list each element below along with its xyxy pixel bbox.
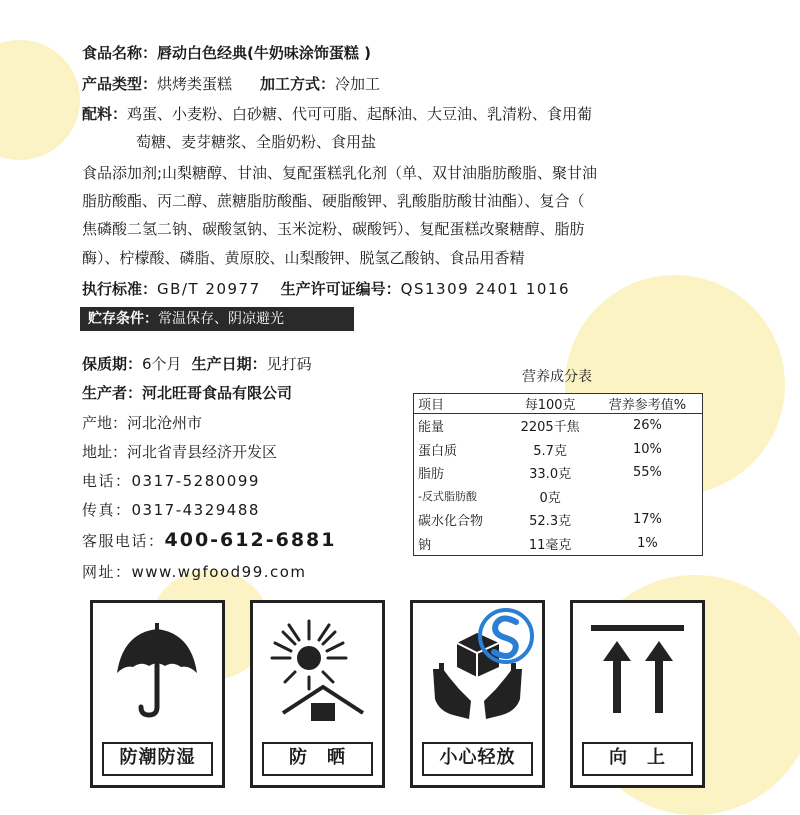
process-label: 加工方式： (260, 75, 336, 93)
nutrient-name: 蛋白质 (418, 443, 458, 459)
nutrient-nrv (593, 484, 703, 507)
standard-value: GB/T 20977 (157, 280, 261, 298)
nutrient-amount: 0克 (539, 490, 561, 506)
nutrient-nrv: 17% (633, 512, 662, 528)
column-header: 项目 (414, 394, 508, 414)
nutrient-amount: 52.3克 (529, 514, 572, 530)
umbrella-icon (93, 603, 222, 743)
sun-icon (253, 603, 382, 743)
license-label: 生产许可证编号： (280, 280, 401, 298)
process-value: 冷加工 (335, 75, 381, 93)
nutrient-nrv: 55% (633, 465, 662, 481)
nutrient-amount: 5.7克 (533, 443, 567, 459)
storage-condition-bar (80, 307, 354, 331)
symbol-this-way-up (570, 600, 705, 788)
nutrient-amount: 2205千焦 (520, 420, 580, 436)
product-type-label: 产品类型： (82, 75, 158, 93)
ingredients-text: 鸡蛋、小麦粉、白砂糖、代可可脂、起酥油、大豆油、乳清粉、食用葡 (127, 105, 593, 123)
watermark-logo (472, 600, 540, 680)
website-line (82, 561, 307, 583)
symbol-caption: 向 上 (582, 742, 693, 776)
table-row (414, 414, 703, 438)
nutrient-name: 能量 (418, 420, 445, 436)
nutrient-nrv: 26% (633, 418, 662, 434)
shelf-life-label: 保质期： (82, 355, 143, 373)
table-header-row (414, 394, 703, 414)
origin-value: 河北沧州市 (127, 414, 203, 432)
food-name-label: 食品名称： (82, 44, 158, 62)
nutrition-table-title: 营养成分表 (522, 369, 592, 385)
column-header: 每100克 (507, 394, 593, 414)
nutrition-table (413, 393, 703, 556)
ingredients-line (82, 103, 592, 125)
hotline-label: 客服电话： (82, 532, 165, 550)
standard-line (82, 278, 570, 300)
standard-label: 执行标准： (82, 280, 158, 298)
table-row (414, 484, 703, 507)
fax-value: 0317-4329488 (131, 501, 260, 519)
nutrient-nrv: 1% (637, 535, 658, 551)
storage-value: 常温保存、阴凉避光 (158, 311, 284, 327)
symbol-caption: 防 晒 (262, 742, 373, 776)
decor-circle (0, 40, 80, 160)
ingredients-label: 配料： (82, 105, 128, 123)
production-date-label: 生产日期： (191, 355, 267, 373)
nutrient-amount: 11毫克 (528, 537, 572, 553)
address-label: 地址： (82, 443, 128, 461)
nutrient-name: 碳水化合物 (418, 514, 484, 530)
symbol-caption: 防潮防湿 (102, 742, 213, 776)
column-header: 营养参考值% (593, 394, 703, 414)
table-row (414, 508, 703, 531)
table-row (414, 461, 703, 484)
shelf-life-value: 6个月 (142, 355, 182, 373)
food-name-value: 唇动白色经典(牛奶味涂饰蛋糕 ) (157, 44, 371, 62)
phone-label: 电话： (82, 472, 132, 490)
ingredients-continued: 萄糖、麦芽糖浆、全脂奶粉、食用盐 (136, 133, 377, 151)
table-row (414, 531, 703, 555)
table-row (414, 438, 703, 461)
symbol-keep-from-sun (250, 600, 385, 788)
website-label: 网址： (82, 563, 132, 581)
address-line (82, 441, 277, 463)
nutrient-name: 脂肪 (418, 467, 445, 483)
producer-value: 河北旺哥食品有限公司 (142, 384, 293, 402)
symbol-caption: 小心轻放 (422, 742, 533, 776)
nutrient-name: 钠 (418, 537, 432, 553)
phone-value: 0317-5280099 (131, 472, 260, 490)
storage-label: 贮存条件： (88, 311, 158, 327)
nutrient-nrv: 10% (633, 441, 662, 457)
symbol-keep-dry (90, 600, 225, 788)
shelf-life-line (82, 353, 312, 375)
hotline-line (82, 529, 337, 552)
additives-line: 酶）、柠檬酸、磷脂、黄原胶、山梨酸钾、脱氢乙酸钠、食品用香精 (82, 249, 525, 267)
product-type-value: 烘烤类蛋糕 (157, 75, 233, 93)
arrows-up-icon (573, 603, 702, 743)
producer-label: 生产者： (82, 384, 143, 402)
production-date-value: 见打码 (266, 355, 312, 373)
origin-line (82, 412, 202, 434)
phone-line (82, 470, 260, 492)
additives-line: 食品添加剂;山梨糖醇、甘油、复配蛋糕乳化剂（单、双甘油脂肪酸脂、聚甘油 (82, 164, 598, 182)
hotline-value: 400-612-6881 (164, 529, 337, 551)
food-name-line (82, 42, 371, 64)
address-value: 河北省青县经济开发区 (127, 443, 278, 461)
fax-label: 传真： (82, 501, 132, 519)
fax-line (82, 499, 260, 521)
additives-line: 焦磷酸二氢二钠、碳酸氢钠、玉米淀粉、碳酸钙）、复配蛋糕改聚糖醇、脂肪 (82, 220, 585, 238)
origin-label: 产地： (82, 414, 128, 432)
producer-line (82, 382, 292, 404)
nutrient-amount: 33.0克 (529, 467, 572, 483)
product-type-line (82, 73, 380, 95)
additives-line: 脂肪酸酯、丙二醇、蔗糖脂肪酸酯、硬脂酸钾、乳酸脂肪酸甘油酯）、复合（ (82, 192, 585, 210)
website-value: www.wgfood99.com (131, 563, 307, 581)
nutrient-name: -反式脂肪酸 (418, 490, 477, 504)
license-value: QS1309 2401 1016 (400, 280, 571, 298)
